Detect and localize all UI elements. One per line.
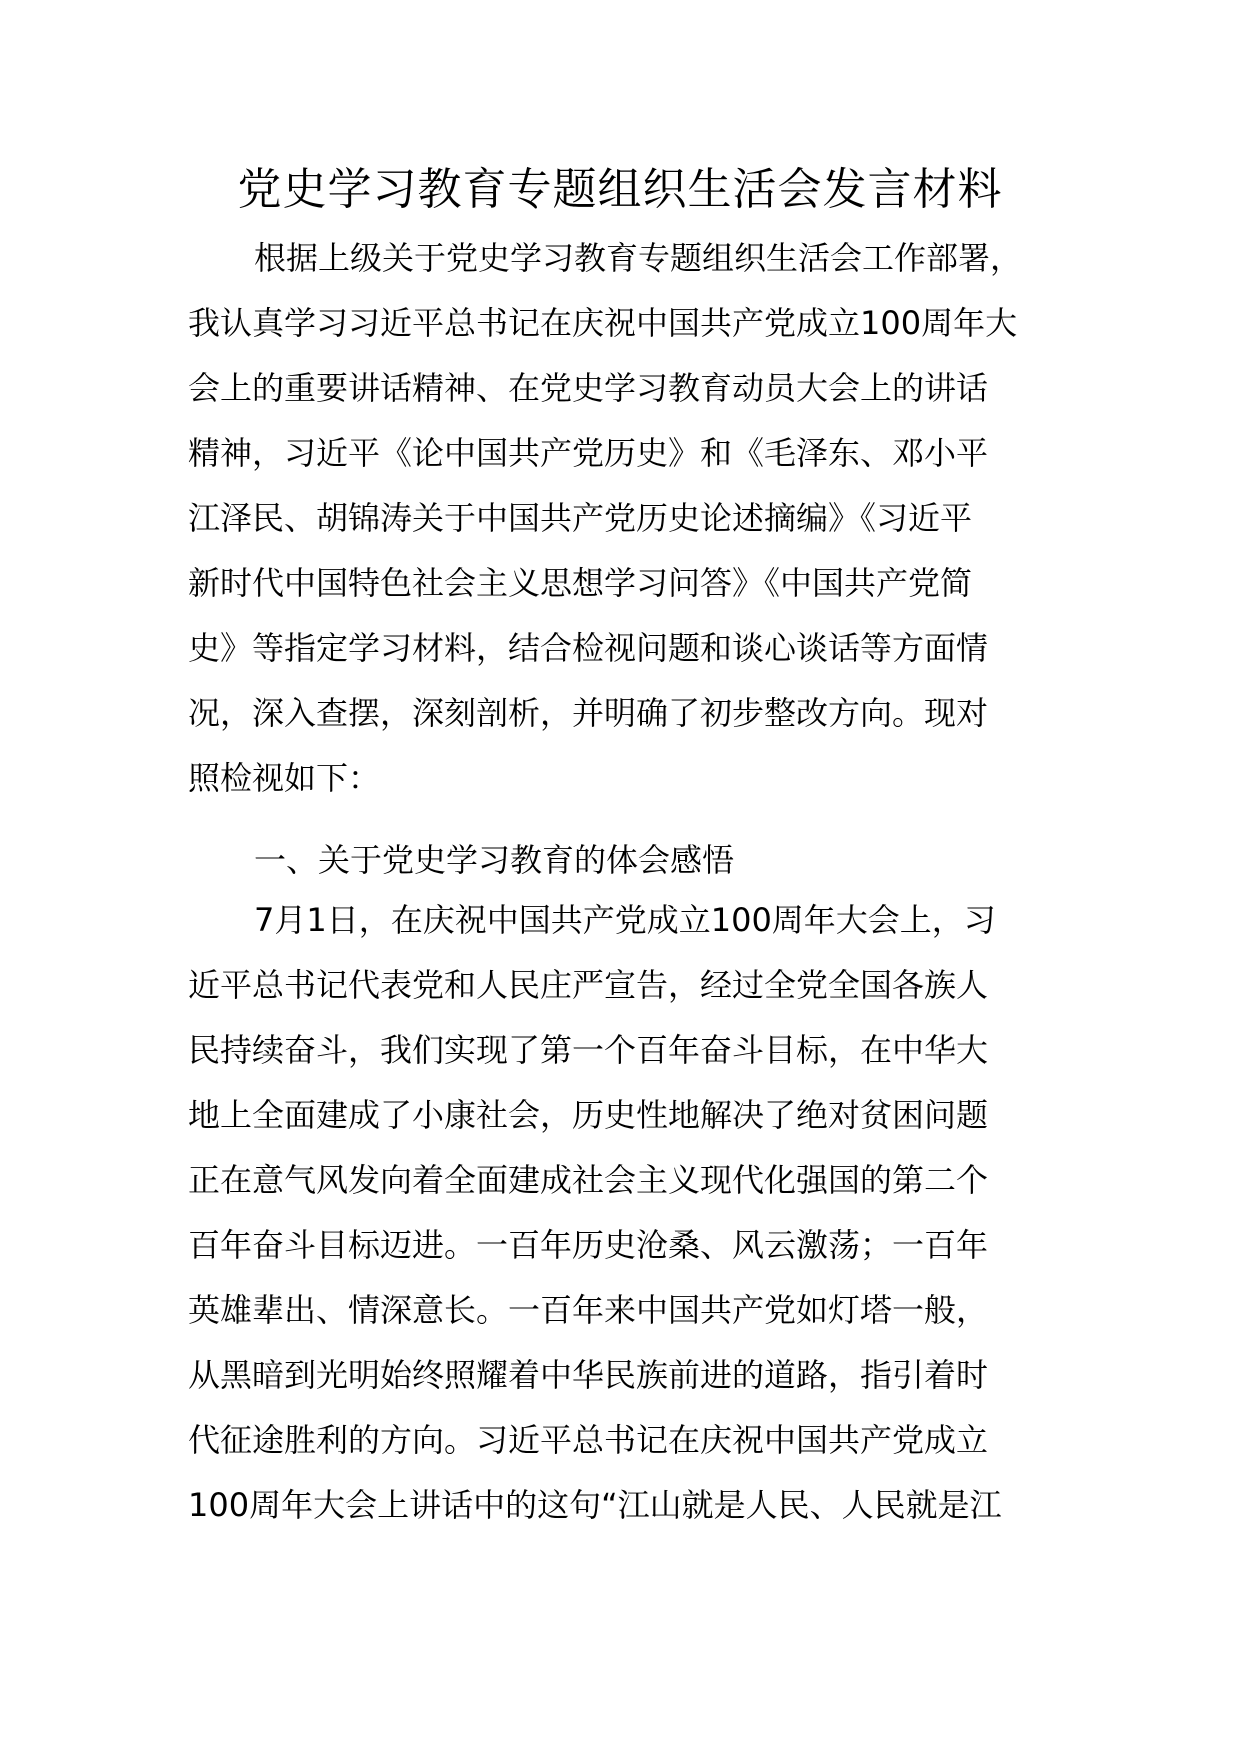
paragraph-line: 地上全面建成了小康社会，历史性地解决了绝对贫困问题 — [188, 1096, 989, 1134]
paragraph-line: 根据上级关于党史学习教育专题组织生活会工作部署， — [254, 239, 1023, 277]
paragraph-line: 新时代中国特色社会主义思想学习问答》《中国共产党简 — [188, 564, 973, 602]
paragraph-line: 史》等指定学习材料，结合检视问题和谈心谈话等方面情 — [188, 629, 989, 667]
paragraph-line: 从黑暗到光明始终照耀着中华民族前进的道路，指引着时 — [188, 1356, 989, 1394]
paragraph-line: 精神，习近平《论中国共产党历史》和《毛泽东、邓小平 — [188, 434, 989, 472]
section-heading: 一、关于党史学习教育的体会感悟 — [254, 841, 735, 879]
paragraph-line: 我认真学习习近平总书记在庆祝中国共产党成立100周年大 — [188, 304, 1018, 342]
paragraph-line: 100周年大会上讲话中的这句“江山就是人民、人民就是江 — [188, 1486, 1002, 1524]
paragraph-line: 况，深入查摆，深刻剖析，并明确了初步整改方向。现对 — [188, 694, 989, 732]
paragraph-line: 正在意气风发向着全面建成社会主义现代化强国的第二个 — [188, 1161, 989, 1199]
document-title: 党史学习教育专题组织生活会发言材料 — [237, 164, 1003, 215]
intro-paragraph — [188, 226, 1068, 811]
paragraph-line: 近平总书记代表党和人民庄严宣告，经过全党全国各族人 — [188, 966, 989, 1004]
paragraph-line: 代征途胜利的方向。习近平总书记在庆祝中国共产党成立 — [188, 1421, 989, 1459]
paragraph-line: 百年奋斗目标迈进。一百年历史沧桑、风云激荡；一百年 — [188, 1226, 989, 1264]
paragraph-line: 民持续奋斗，我们实现了第一个百年奋斗目标，在中华大 — [188, 1031, 989, 1069]
paragraph-line: 7月1日，在庆祝中国共产党成立100周年大会上，习 — [254, 901, 996, 939]
paragraph-line: 江泽民、胡锦涛关于中国共产党历史论述摘编》《习近平 — [188, 499, 973, 537]
paragraph-line: 英雄辈出、情深意长。一百年来中国共产党如灯塔一般， — [188, 1291, 989, 1329]
section-heading-block — [188, 828, 1068, 893]
section-paragraph — [188, 888, 1068, 1538]
paragraph-line: 照检视如下： — [188, 759, 381, 797]
paragraph-line: 会上的重要讲话精神、在党史学习教育动员大会上的讲话 — [188, 369, 989, 407]
